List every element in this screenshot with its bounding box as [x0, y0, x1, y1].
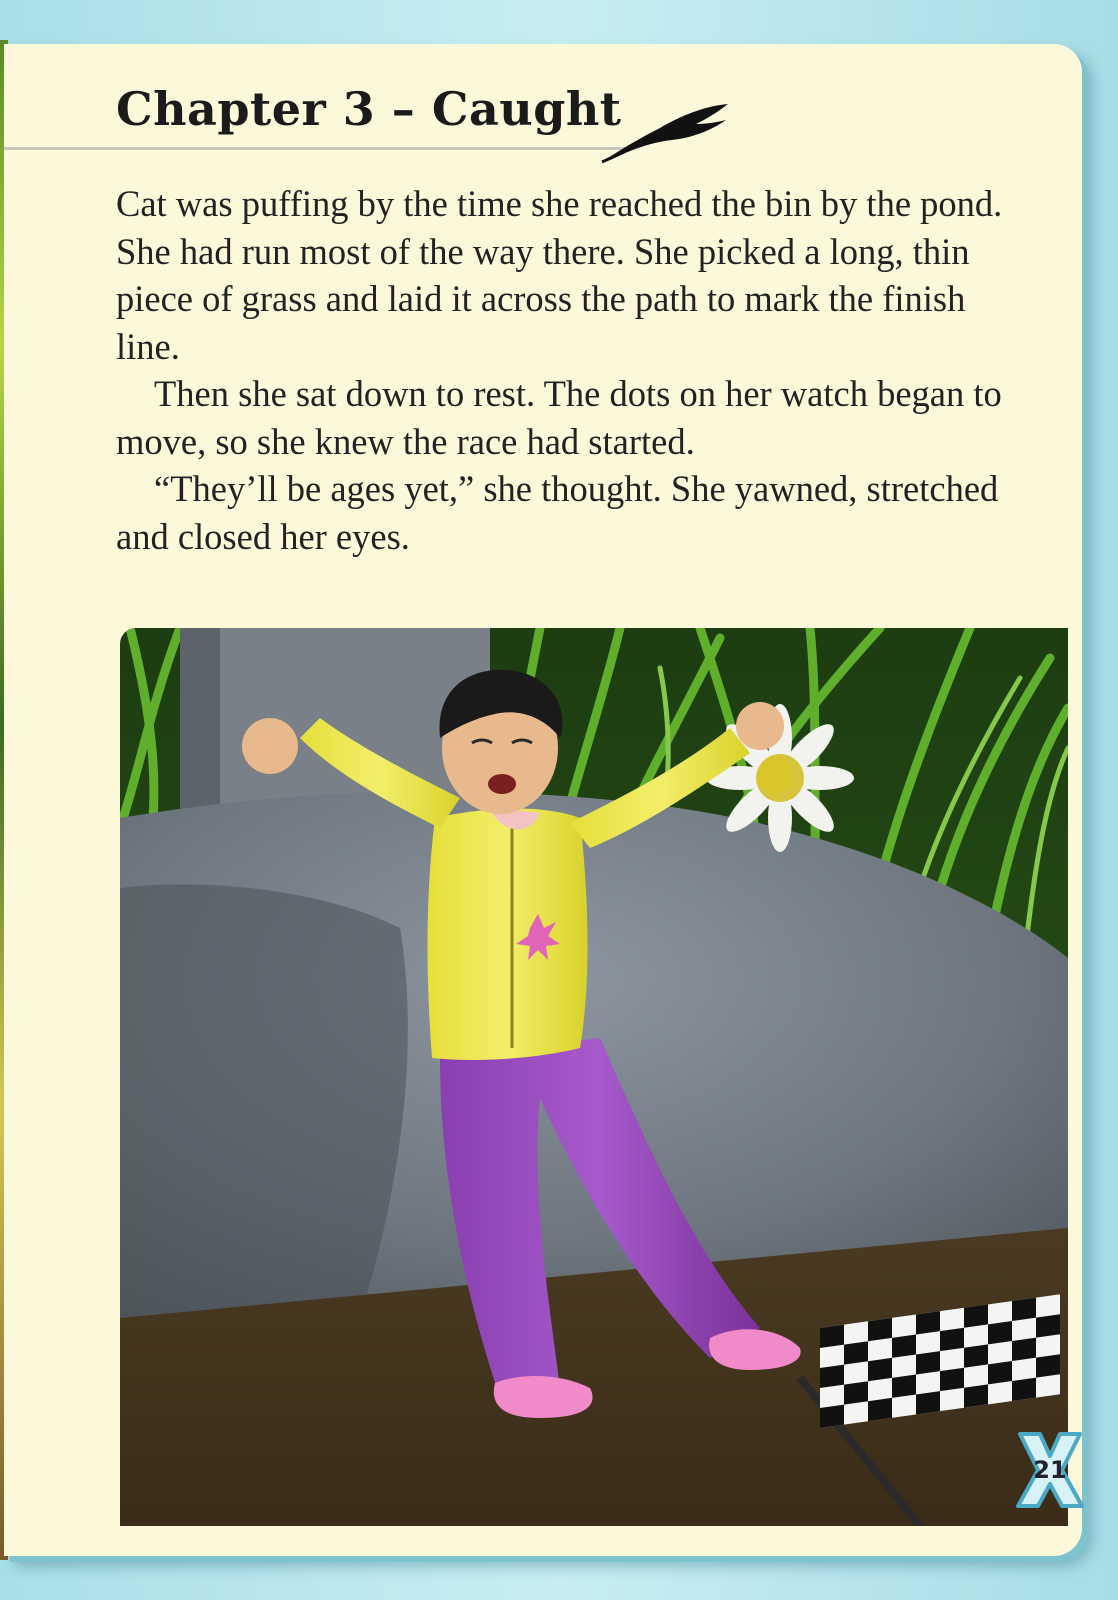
- story-text: [116, 180, 1036, 560]
- shadow: [120, 884, 408, 1328]
- feather-icon: [600, 90, 740, 170]
- story-paragraph: Cat was puffing by the time she reached the bin by the pond. She had run most of the way there. She picked a long, thin piece of grass and laid it across the path to mark the finish line.: [116, 183, 1003, 367]
- story-paragraph: “They’ll be ages yet,” she thought. She yawned, stretched and closed her eyes.: [116, 468, 999, 557]
- chapter-title: Chapter 3 – Caught: [116, 82, 622, 136]
- title-underline: [4, 147, 634, 150]
- story-paragraph: Then she sat down to rest. The dots on her watch began to move, so she knew the race had started.: [116, 373, 1002, 462]
- watch: [758, 758, 794, 794]
- story-illustration: [120, 628, 1068, 1526]
- page-number: 21: [1033, 1456, 1067, 1484]
